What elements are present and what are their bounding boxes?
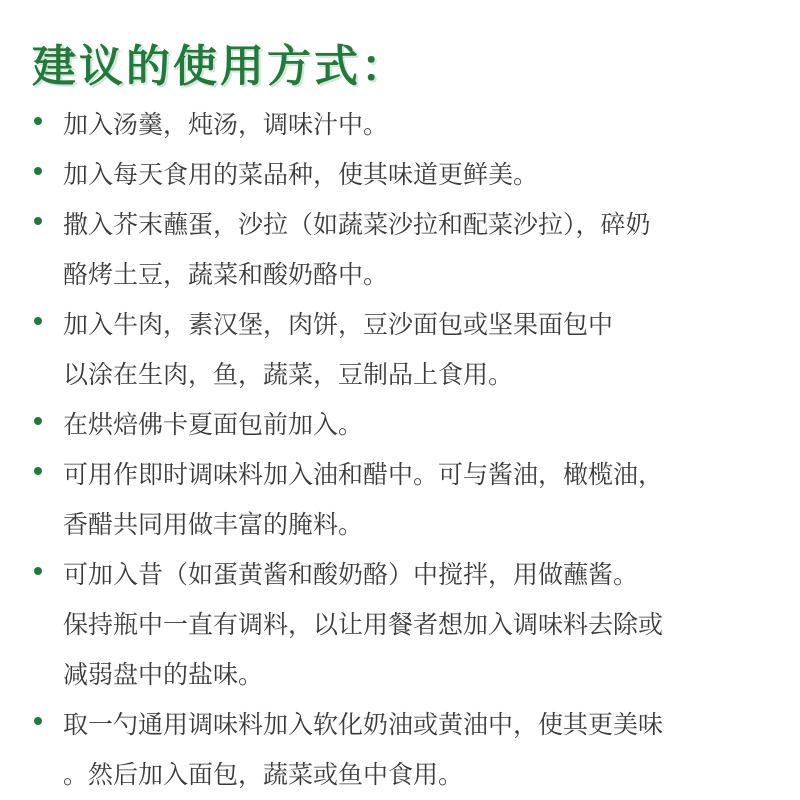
list-item [0, 150, 800, 200]
bullet-icon [34, 217, 42, 225]
bullet-icon [34, 317, 42, 325]
list-item [0, 200, 800, 300]
bullet-icon [34, 567, 42, 575]
list-item [0, 100, 800, 150]
bullet-icon [34, 717, 42, 725]
list-item-text: 加入牛肉，素汉堡，肉饼，豆沙面包或坚果面包中 [63, 310, 614, 339]
list-item-text: 香醋共同用做丰富的腌料。 [63, 510, 364, 539]
list-item [0, 400, 800, 450]
bullet-icon [34, 167, 42, 175]
bullet-icon [34, 467, 42, 475]
list-item-text: 取一勺通用调味料加入软化奶油或黄油中，使其更美味 [63, 710, 664, 739]
list-item-text: 在烘焙佛卡夏面包前加入。 [63, 410, 364, 439]
list-item-text: 可用作即时调味料加入油和醋中。可与酱油，橄榄油， [63, 460, 664, 489]
list-item [0, 550, 800, 700]
list-item-text: 以涂在生肉，鱼，蔬菜，豆制品上食用。 [63, 360, 514, 389]
list-item-text: 。然后加入面包，蔬菜或鱼中食用。 [63, 760, 464, 789]
list-item [0, 450, 800, 550]
list-item [0, 300, 800, 400]
bullet-icon [34, 417, 42, 425]
usage-list [0, 100, 800, 800]
list-item-text: 撒入芥末蘸蛋，沙拉（如蔬菜沙拉和配菜沙拉），碎奶 [63, 210, 651, 239]
list-item-text: 可加入昔（如蛋黄酱和酸奶酪）中搅拌，用做蘸酱。 [63, 560, 639, 589]
list-item [0, 700, 800, 800]
list-item-text: 酪烤土豆，蔬菜和酸奶酪中。 [63, 260, 389, 289]
list-item-text: 加入汤羹，炖汤，调味汁中。 [63, 110, 389, 139]
list-item-text: 保持瓶中一直有调料，以让用餐者想加入调味料去除或 [63, 610, 664, 639]
bullet-icon [34, 117, 42, 125]
list-item-text: 加入每天食用的菜品种，使其味道更鲜美。 [63, 160, 539, 189]
page-title: 建议的使用方式： [32, 41, 408, 92]
list-item-text: 减弱盘中的盐味。 [63, 660, 264, 689]
